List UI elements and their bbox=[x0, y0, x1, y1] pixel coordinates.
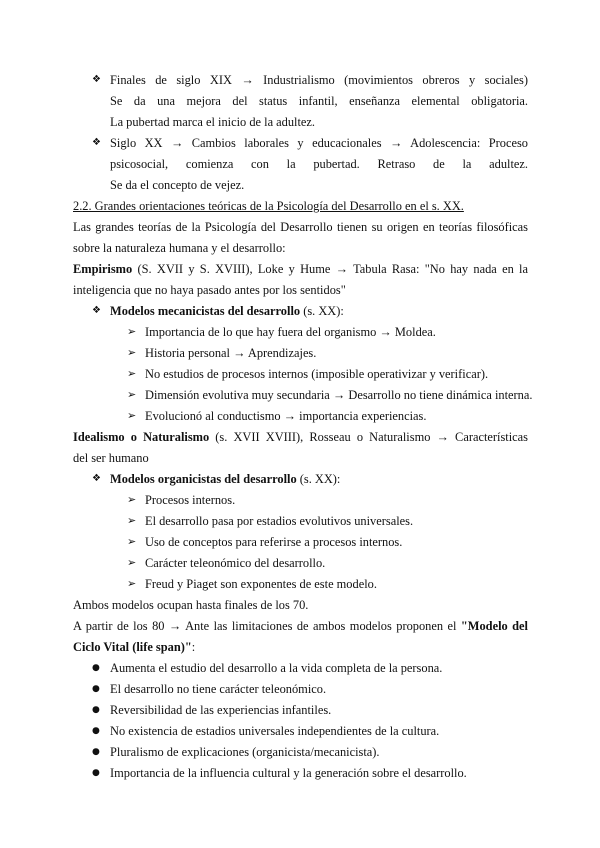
mecanicistas-title: Modelos mecanicistas del desarrollo bbox=[110, 304, 301, 318]
dot-bullet-icon: ● bbox=[92, 684, 100, 694]
dot-bullet-icon: ● bbox=[92, 726, 100, 736]
empirismo-term: Empirismo bbox=[73, 262, 133, 276]
organicistas-item: Carácter teleonómico del desarrollo. bbox=[145, 556, 326, 570]
diamond-bullet-icon: ❖ bbox=[92, 473, 101, 484]
arrowhead-bullet-icon: ➢ bbox=[127, 556, 137, 569]
idealismo-text: (s. XVII XVIII), Rosseau o Naturalismo → Características bbox=[215, 430, 528, 444]
xx-line-2: psicosocial, comienza con la pubertad. Retraso de la adultez. bbox=[110, 157, 528, 171]
mecanicistas-item: Evolucionó al conductismo → importancia experiencias. bbox=[145, 409, 427, 423]
ciclo-text: A partir de los 80 → Ante las limitaciones de ambos modelos proponen el bbox=[73, 619, 461, 633]
diamond-bullet-icon: ❖ bbox=[92, 137, 101, 148]
arrowhead-bullet-icon: ➢ bbox=[127, 367, 137, 380]
dot-bullet-icon: ● bbox=[92, 747, 100, 757]
arrowhead-bullet-icon: ➢ bbox=[127, 409, 137, 422]
empirismo-line-1 bbox=[73, 259, 528, 279]
xix-line-3: La pubertad marca el inicio de la adultez. bbox=[110, 115, 316, 129]
idealismo-line-1 bbox=[73, 427, 528, 447]
organicistas-suffix: (s. XX): bbox=[296, 472, 341, 486]
dot-bullet-icon: ● bbox=[92, 768, 100, 778]
xx-line-3: Se da el concepto de vejez. bbox=[110, 178, 245, 192]
mecanicistas-suffix: (s. XX): bbox=[300, 304, 344, 318]
arrowhead-bullet-icon: ➢ bbox=[127, 493, 137, 506]
ciclo-bold-1: "Modelo del bbox=[460, 619, 528, 633]
intro-line-2: sobre la naturaleza humana y el desarrollo: bbox=[73, 241, 286, 255]
empirismo-line-2: inteligencia que no haya pasado antes por los sentidos" bbox=[73, 283, 346, 297]
ciclo-colon: : bbox=[191, 640, 196, 654]
organicistas-item: Procesos internos. bbox=[145, 493, 236, 507]
diamond-bullet-icon: ❖ bbox=[92, 305, 101, 316]
organicistas-heading bbox=[110, 469, 340, 489]
arrowhead-bullet-icon: ➢ bbox=[127, 577, 137, 590]
xx-line-1: Siglo XX → Cambios laborales y educacionales → Adolescencia: Proceso bbox=[110, 136, 528, 150]
ciclo-item: El desarrollo no tiene carácter teleonómico. bbox=[110, 682, 327, 696]
diamond-bullet-icon: ❖ bbox=[92, 74, 101, 85]
xix-line-2: Se da una mejora del status infantil, enseñanza elemental obligatoria. bbox=[110, 94, 528, 108]
dot-bullet-icon: ● bbox=[92, 663, 100, 673]
arrowhead-bullet-icon: ➢ bbox=[127, 514, 137, 527]
ciclo-item: Aumenta el estudio del desarrollo a la vida completa de la persona. bbox=[110, 661, 443, 675]
section-heading: 2.2. Grandes orientaciones teóricas de la Psicología del Desarrollo en el s. XX. bbox=[73, 199, 464, 213]
idealismo-term: Idealismo o Naturalismo bbox=[73, 430, 210, 444]
ciclo-bold-2: Ciclo Vital (life span)" bbox=[73, 640, 192, 654]
mecanicistas-item: Importancia de lo que hay fuera del organismo → Moldea. bbox=[145, 325, 436, 339]
mecanicistas-item: No estudios de procesos internos (imposible operativizar y verificar). bbox=[145, 367, 489, 381]
ciclo-line-2 bbox=[73, 637, 195, 657]
organicistas-item: El desarrollo pasa por estadios evolutivos universales. bbox=[145, 514, 414, 528]
organicistas-item: Freud y Piaget son exponentes de este modelo. bbox=[145, 577, 377, 591]
arrowhead-bullet-icon: ➢ bbox=[127, 388, 137, 401]
dot-bullet-icon: ● bbox=[92, 705, 100, 715]
arrowhead-bullet-icon: ➢ bbox=[127, 346, 137, 359]
mecanicistas-heading bbox=[110, 301, 344, 321]
mecanicistas-item: Historia personal → Aprendizajes. bbox=[145, 346, 317, 360]
ciclo-item: No existencia de estadios universales independientes de la cultura. bbox=[110, 724, 440, 738]
xix-line-1: Finales de siglo XIX → Industrialismo (movimientos obreros y sociales) bbox=[110, 73, 528, 87]
ciclo-line-1 bbox=[73, 616, 528, 636]
ciclo-item: Reversibilidad de las experiencias infantiles. bbox=[110, 703, 332, 717]
arrowhead-bullet-icon: ➢ bbox=[127, 325, 137, 338]
organicistas-title: Modelos organicistas del desarrollo bbox=[110, 472, 297, 486]
ciclo-item: Importancia de la influencia cultural y la generación sobre el desarrollo. bbox=[110, 766, 467, 780]
empirismo-text: (S. XVII y S. XVIII), Loke y Hume → Tabula Rasa: "No hay nada en la bbox=[132, 262, 528, 276]
organicistas-item: Uso de conceptos para referirse a procesos internos. bbox=[145, 535, 403, 549]
ambos-line: Ambos modelos ocupan hasta finales de los 70. bbox=[73, 598, 309, 612]
mecanicistas-item: Dimensión evolutiva muy secundaria → Desarrollo no tiene dinámica interna. bbox=[145, 388, 533, 402]
arrowhead-bullet-icon: ➢ bbox=[127, 535, 137, 548]
intro-line-1: Las grandes teorías de la Psicología del Desarrollo tienen su origen en teorías filosóficas bbox=[73, 220, 528, 234]
ciclo-item: Pluralismo de explicaciones (organicista/mecanicista). bbox=[110, 745, 380, 759]
idealismo-line-2: del ser humano bbox=[73, 451, 149, 465]
